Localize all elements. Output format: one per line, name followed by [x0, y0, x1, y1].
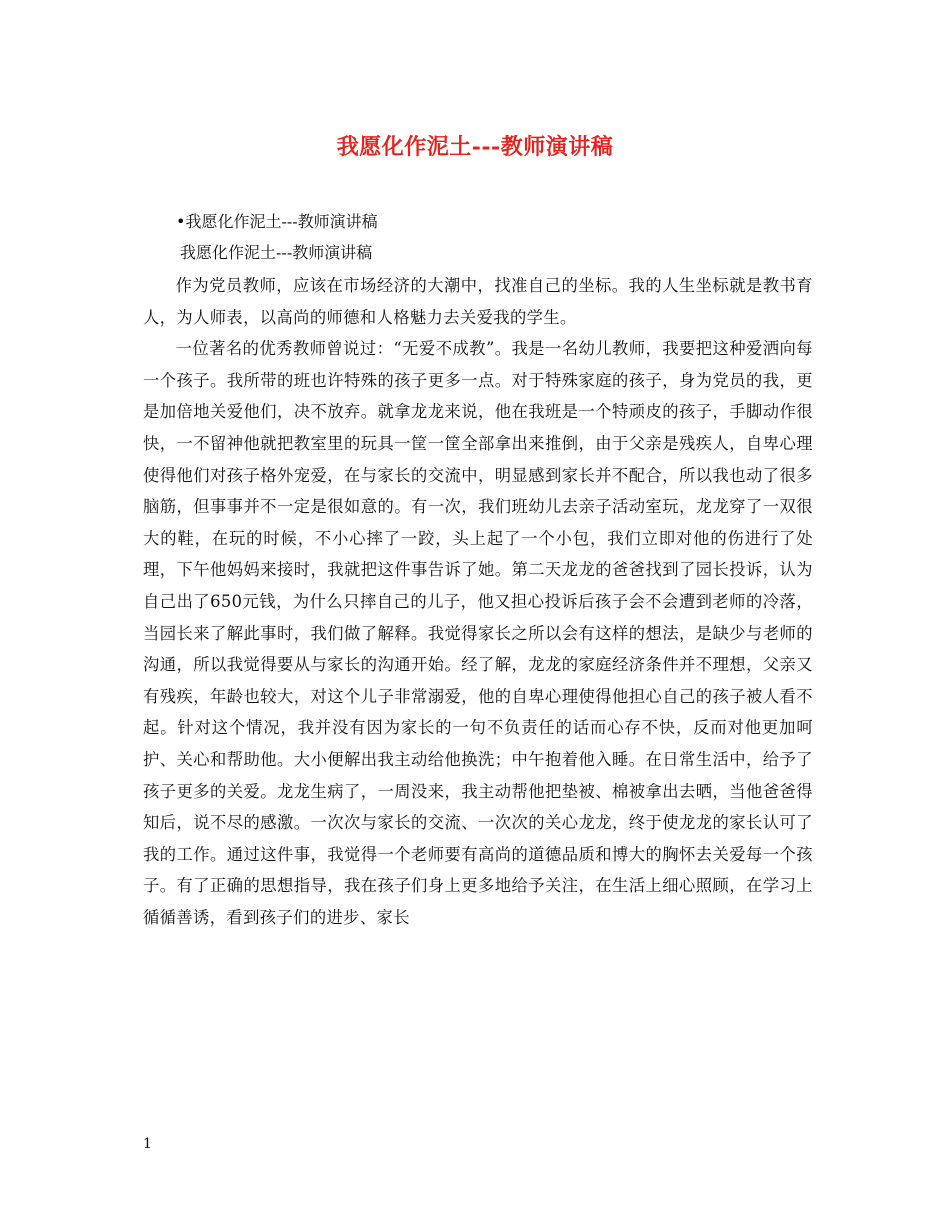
subtitle: 我愿化作泥土---教师演讲稿 [180, 243, 373, 262]
paragraph-2: 一位著名的优秀教师曾说过：“无爱不成教”。我是一名幼儿教师，我要把这种爱洒向每一个孩子。我所带的班也许特殊的孩子更多一点。对于特殊家庭的孩子，身为党员的我，更是加倍地关爱他们，决不放弃。就拿龙龙来说，他在我班是一个特顽皮的孩子，手脚动作很快，一不留神他就把教室里的玩具一筐一筐全部拿出来推倒，由于父亲是残疾人，自卑心理使得他们对孩子格外宠爱，在与家长的交流中，明显感到家长并不配合，所以我也动了很多脑筋，但事事并不一定是很如意的。有一次，我们班幼儿去亲子活动室玩，龙龙穿了一双很大的鞋，在玩的时候，不小心摔了一跤，头上起了一个小包，我们立即对他的伤进行了处理，下午他妈妈来接时，我就把这件事告诉了她。第二天龙龙的爸爸找到了园长投诉，认为自己出了650元钱，为什么只摔自己的儿子，他又担心投诉后孩子会不会遭到老师的冷落，当园长来了解此事时，我们做了解释。我觉得家长之所以会有这样的想法，是缺少与老师的沟通，所以我觉得要从与家长的沟通开始。经了解，龙龙的家庭经济条件并不理想，父亲又有残疾，年龄也较大，对这个儿子非常溺爱，他的自卑心理使得他担心自己的孩子被人看不起。针对这个情况，我并没有因为家长的一句不负责任的话而心存不快，反而对他更加呵护、关心和帮助他。大小便解出我主动给他换洗；中午抱着他入睡。在日常生活中，给予了孩子更多的关爱。龙龙生病了，一周没来，我主动帮他把垫被、棉被拿出去晒，当他爸爸得知后，说不尽的感激。一次次与家长的交流、一次次的关心龙龙，终于使龙龙的家长认可了我的工作。通过这件事，我觉得一个老师要有高尚的道德品质和博大的胸怀去关爱每一个孩子。有了正确的思想指导，我在孩子们身上更多地给予关注，在生活上细心照顾，在学习上循循善诱，看到孩子们的进步、家长 [143, 339, 813, 927]
bullet-item: •我愿化作泥土---教师演讲稿 [176, 212, 378, 231]
page-title: 我愿化作泥土---教师演讲稿 [336, 134, 614, 160]
paragraph-1: 作为党员教师，应该在市场经济的大潮中，找准自己的坐标。我的人生坐标就是教书育人，为人师表，以高尚的师德和人格魅力去关爱我的学生。 [143, 276, 813, 327]
body-text [143, 270, 813, 933]
page-number: 1 [143, 1136, 152, 1152]
